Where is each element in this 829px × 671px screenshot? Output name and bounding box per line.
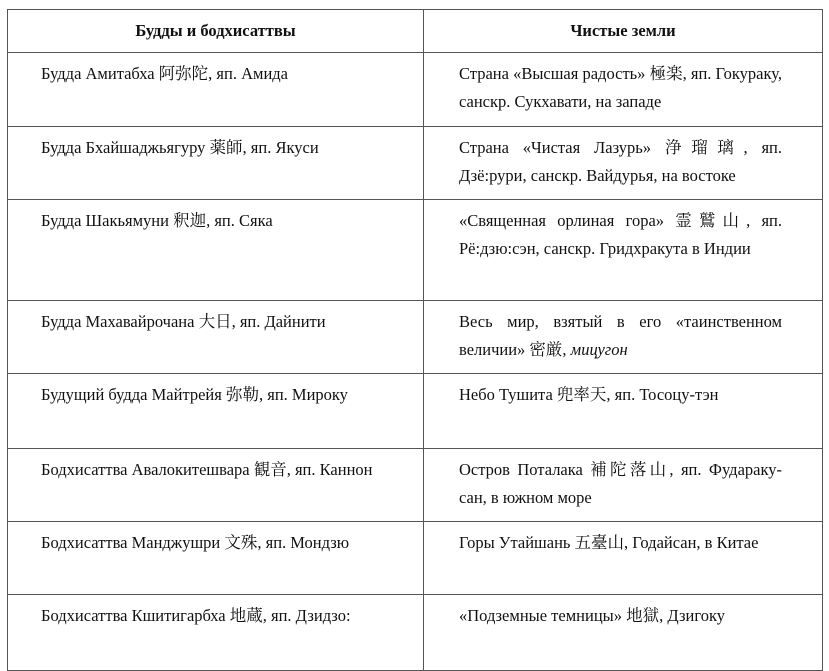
pure-land-cell: Остров Поталака 補陀落山, яп. Фудараку-сан, в южном море (424, 449, 823, 522)
table-row (8, 301, 823, 374)
pure-land-cell: Страна «Высшая радость» 極楽, яп. Гокураку, санскр. Сукхавати, на западе (424, 53, 823, 127)
header-pure-lands: Чистые земли (424, 10, 823, 53)
pure-land-cell: Горы Утайшань 五臺山, Годайсан, в Китае (424, 522, 823, 595)
buddha-cell: Будущий будда Майтрейя 弥勒, яп. Мироку (8, 374, 424, 449)
header-row (8, 10, 823, 53)
buddha-cell: Будда Амитабха 阿弥陀, яп. Амида (8, 53, 424, 127)
buddha-cell: Бодхисаттва Манджушри 文殊, яп. Мондзю (8, 522, 424, 595)
buddhas-pure-lands-table (7, 9, 823, 671)
table-row (8, 374, 823, 449)
buddha-cell: Будда Бхайшаджьягуру 薬師, яп. Якуси (8, 127, 424, 200)
pure-land-italic-term: мицугон (570, 340, 628, 359)
buddha-cell: Бодхисаттва Кшитигарбха 地蔵, яп. Дзидзо: (8, 595, 424, 671)
buddha-cell: Бодхисаттва Авалокитешвара 観音, яп. Каннон (8, 449, 424, 522)
table-row (8, 127, 823, 200)
table-row (8, 53, 823, 127)
pure-land-cell: «Подземные темницы» 地獄, Дзигоку (424, 595, 823, 671)
pure-land-text: Весь мир, взятый в его «таинственном величии» 密厳, (459, 312, 782, 359)
buddha-cell: Будда Шакьямуни 釈迦, яп. Сяка (8, 200, 424, 301)
buddha-cell: Будда Махавайрочана 大日, яп. Дайнити (8, 301, 424, 374)
pure-land-cell: Небо Тушита 兜率天, яп. Тосоцу-тэн (424, 374, 823, 449)
table-row (8, 595, 823, 671)
table-row (8, 200, 823, 301)
pure-land-cell (424, 301, 823, 374)
pure-land-cell: «Священная орлиная гора» 霊鷲山, яп. Рё:дзю:сэн, санскр. Гридхракута в Индии (424, 200, 823, 301)
header-buddhas: Будды и бодхисаттвы (8, 10, 424, 53)
pure-land-cell: Страна «Чистая Лазурь» 浄瑠璃, яп. Дзё:рури, санскр. Вайдурья, на востоке (424, 127, 823, 200)
table-row (8, 449, 823, 522)
table-row (8, 522, 823, 595)
